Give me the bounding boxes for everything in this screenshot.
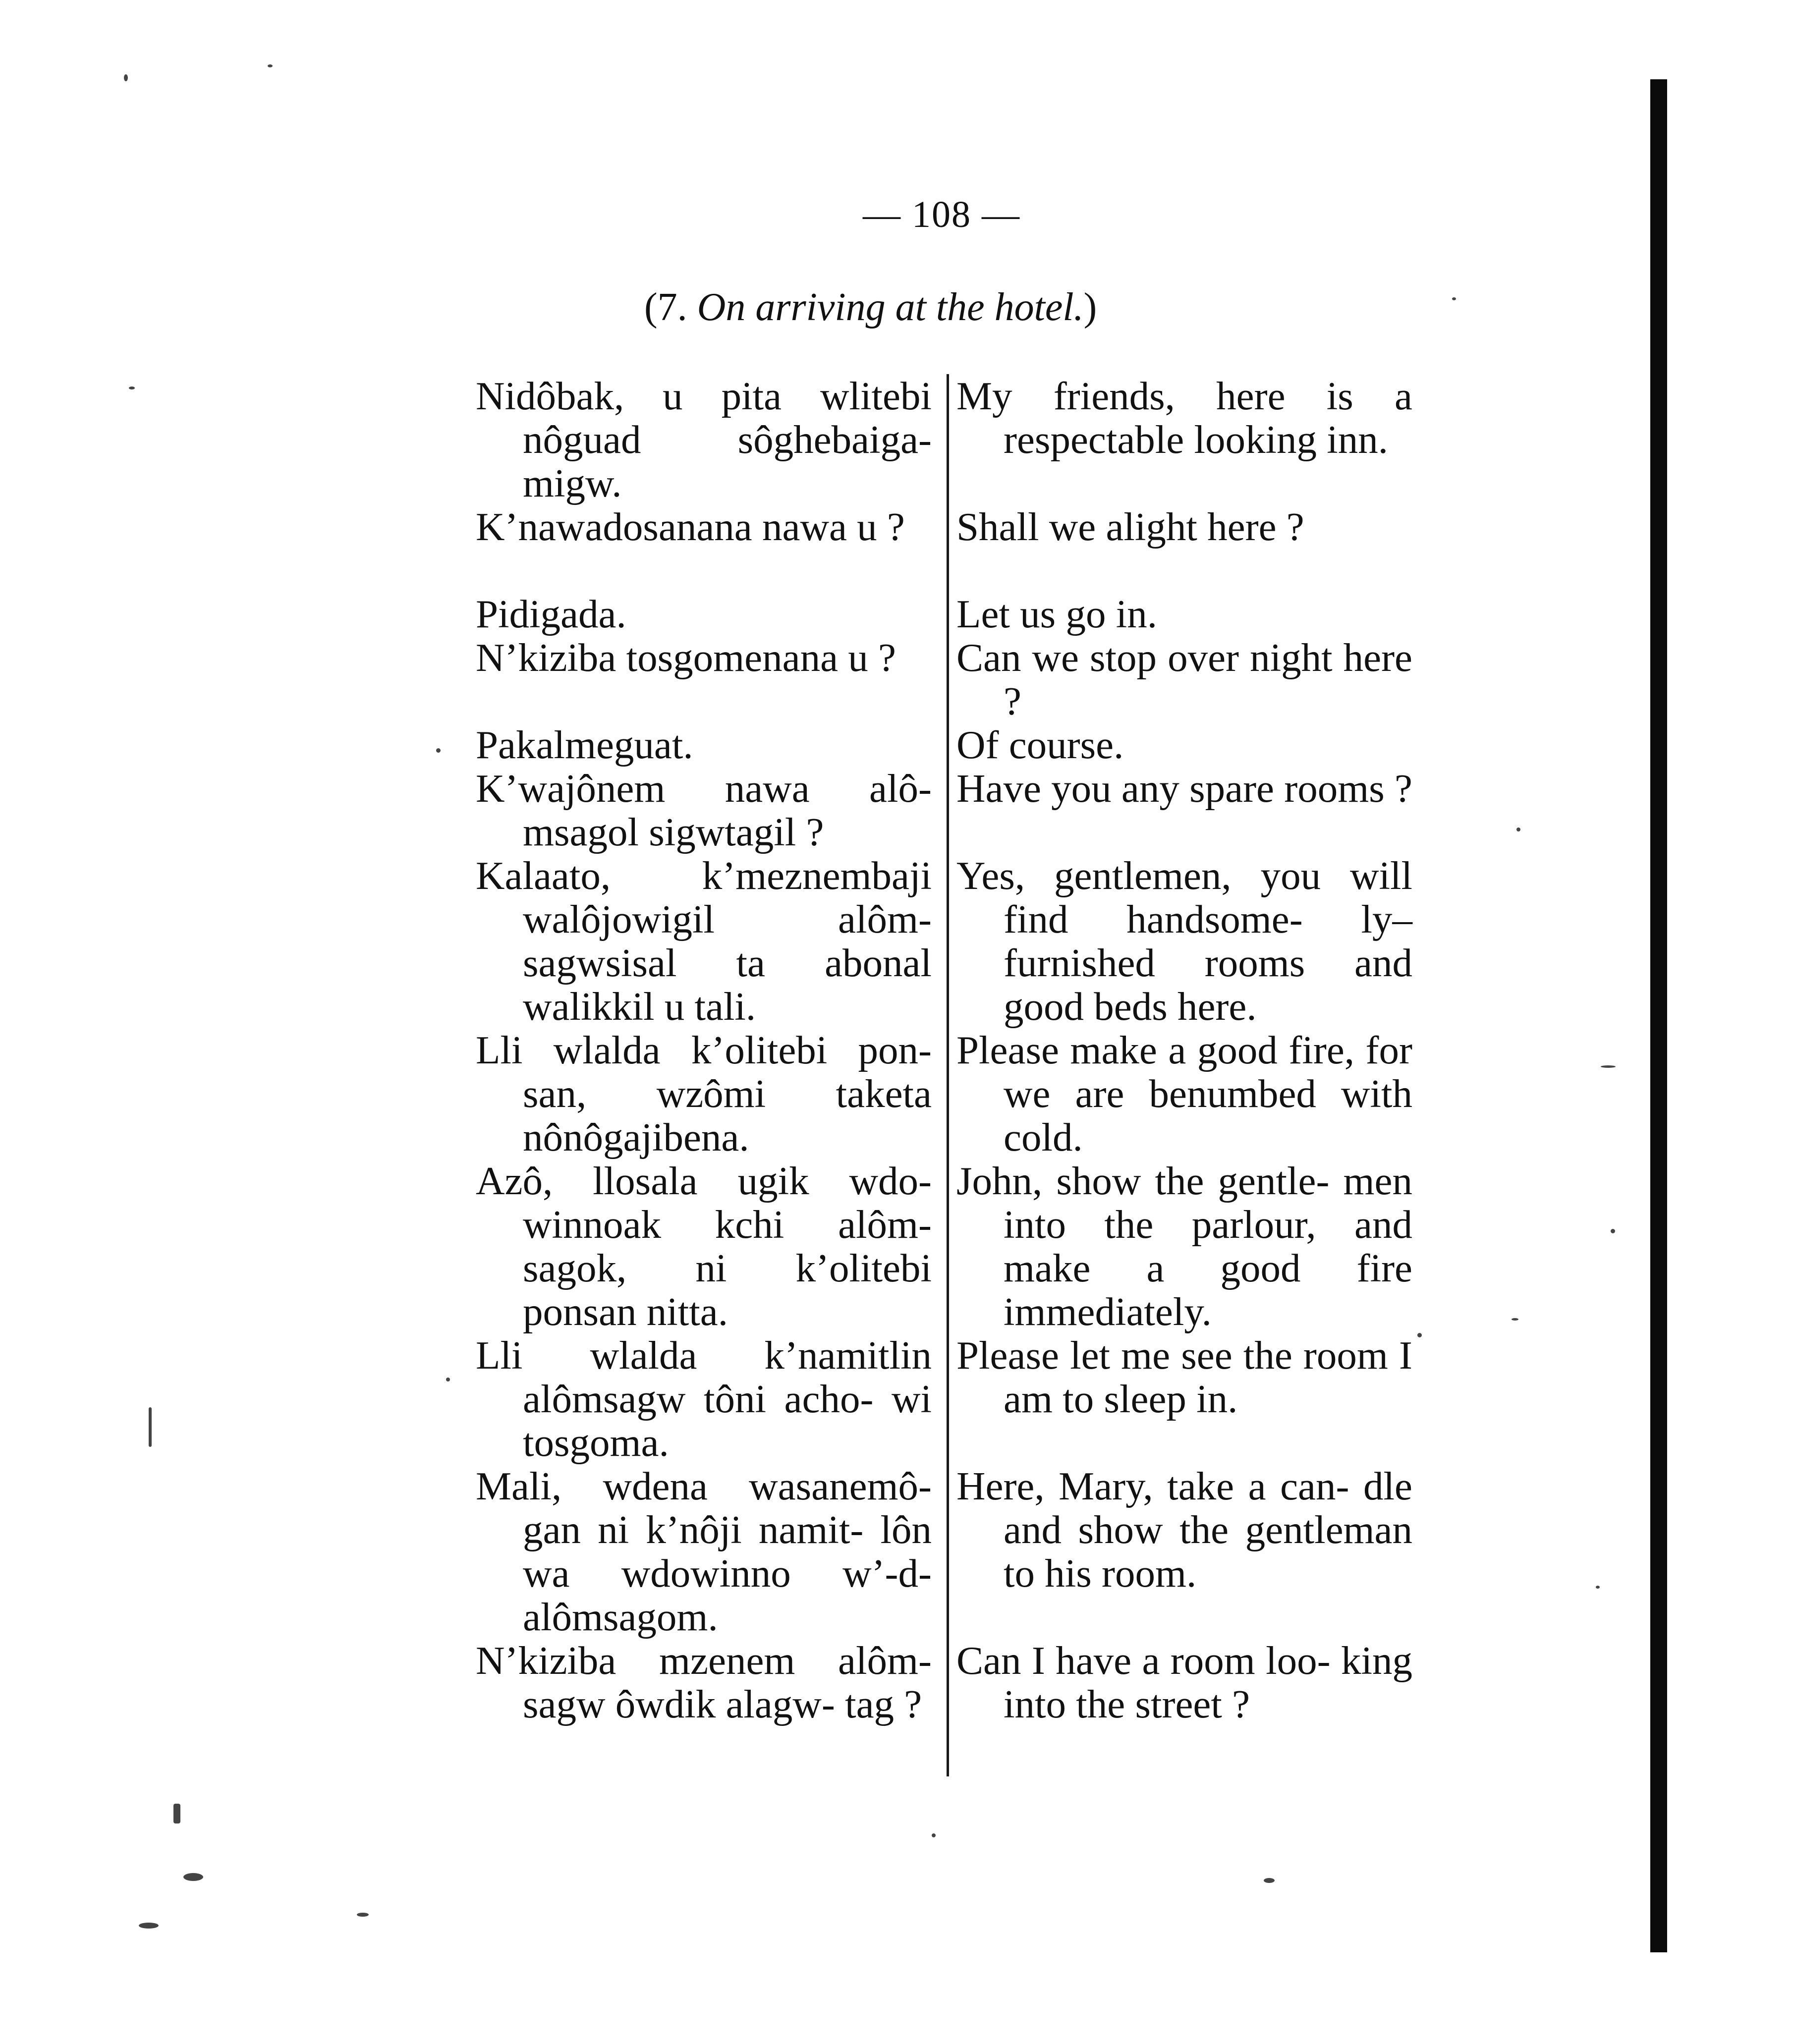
native-phrase-12: N’kiziba mzenem alôm- sagw ôwdik alagw- tag ? [476,1638,932,1726]
heading-close: ) [1083,285,1097,329]
english-phrase-11: Here, Mary, take a can- dle and show the gentleman to his room. [956,1464,1412,1596]
heading-open: (7. [644,285,687,329]
scan-speck [1601,1065,1616,1068]
scan-speck [173,1804,180,1823]
scan-speck [268,64,273,67]
scan-speck [436,748,441,753]
native-phrase-3: Pidigada. [476,592,626,636]
scan-speck [446,1378,450,1381]
scan-speck [124,74,128,81]
scan-speck [1596,1586,1600,1589]
scan-speck [932,1833,936,1837]
english-phrase-6: Have you any spare rooms ? [956,766,1412,811]
native-phrase-6: K’wajônem nawa alô- msagol sigwtagil ? [476,766,932,854]
scan-speck [1611,1229,1615,1233]
native-phrase-11: Mali, wdena wasanemô- gan ni k’nôji namit- lôn wa wdowinno w’-d-alômsagom. [476,1464,932,1639]
native-phrase-4: N’kiziba tosgomenana u ? [476,635,896,680]
native-phrase-1: Nidôbak, u pita wlitebi nôguad sôghebaiga- migw. [476,374,932,505]
scan-speck [357,1913,369,1917]
heading-title: On arriving at the hotel. [697,285,1084,329]
english-phrase-3: Let us go in. [956,592,1157,636]
english-phrase-5: Of course. [956,722,1124,767]
page-edge-shadow [1650,79,1667,1952]
column-divider [947,374,949,1776]
page-number: — 108 — [863,194,1020,235]
english-phrase-12: Can I have a room loo- king into the street ? [956,1638,1412,1726]
scan-speck [139,1923,159,1929]
section-heading [644,285,1239,330]
scan-speck [1417,1333,1422,1337]
scan-speck [149,1407,152,1447]
english-phrase-1: My friends, here is a respectable looking inn. [956,374,1412,462]
native-phrase-10: Lli wlalda k’namitlin alômsagw tôni acho- wi tosgoma. [476,1333,932,1465]
native-phrase-9: Azô, llosala ugik wdo- winnoak kchi alôm- sagok, ni k’olitebi ponsan nitta. [476,1159,932,1334]
scan-speck [1452,297,1456,300]
scan-speck [129,387,135,389]
scan-speck [1516,828,1520,831]
scan-speck [1512,1318,1518,1321]
english-phrase-8: Please make a good fire, for we are benumbed with cold. [956,1028,1412,1160]
english-phrase-9: John, show the gentle- men into the parlour, and make a good fire immediately. [956,1159,1412,1334]
scan-speck [183,1873,203,1881]
native-phrase-2: K’nawadosanana nawa u ? [476,504,905,549]
native-phrase-7: Kalaato, k’meznembaji walôjowigil alôm- sagwsisal ta abonal walikkil u tali. [476,853,932,1029]
english-phrase-4: Can we stop over night here ? [956,635,1412,723]
native-phrase-8: Lli wlalda k’olitebi pon- san, wzômi taketa nônôgajibena. [476,1028,932,1160]
native-phrase-5: Pakalmeguat. [476,722,693,767]
english-phrase-7: Yes, gentlemen, you will find handsome- ly–furnished rooms and good beds here. [956,853,1412,1029]
english-phrase-2: Shall we alight here ? [956,504,1304,549]
scan-speck [1264,1878,1275,1883]
english-phrase-10: Please let me see the room I am to sleep in. [956,1333,1412,1421]
